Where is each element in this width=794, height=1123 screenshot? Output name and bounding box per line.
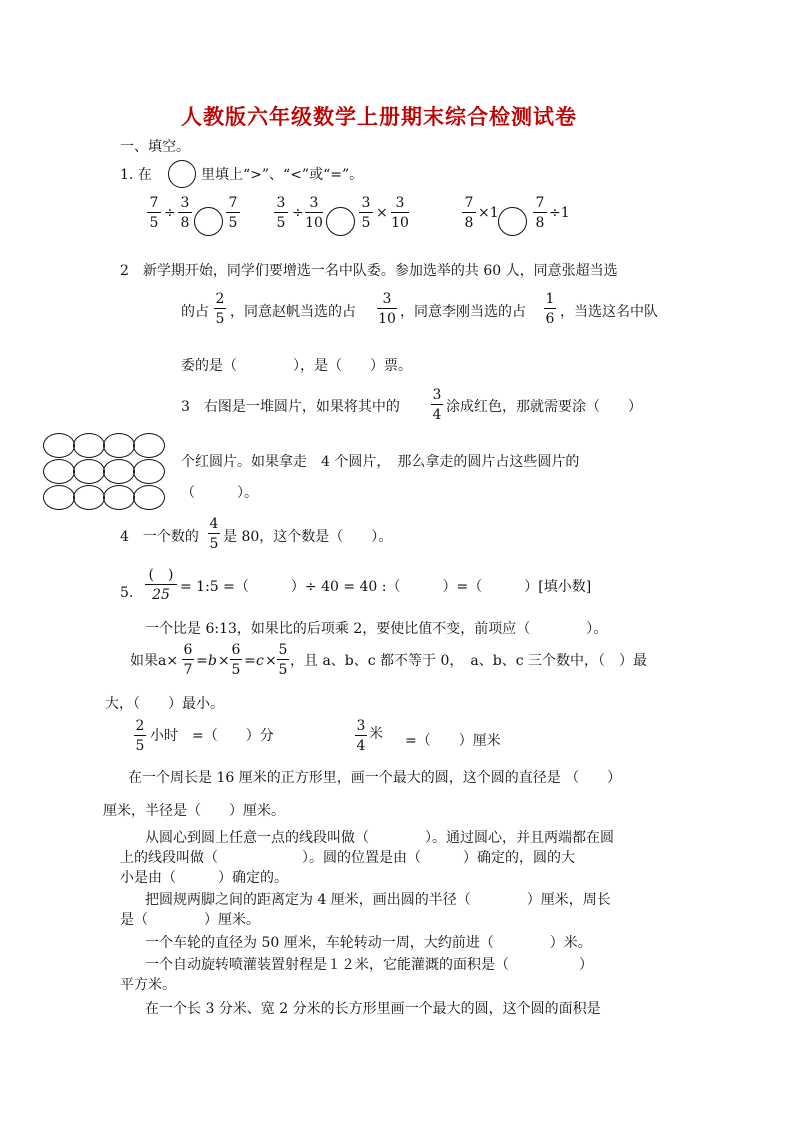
q7-text: = — [196, 653, 208, 669]
q2-line1: 2 新学期开始，同学们要增选一名中队委。参加选举的共 60 人，同意张超当选 — [120, 263, 618, 279]
operator: ×1 — [478, 205, 499, 221]
disc — [73, 433, 105, 458]
disc — [103, 485, 135, 510]
q11-line1: 把圆规两脚之间的距离定为 4 厘米，画出圆的半径（ ）厘米，周长 — [145, 892, 611, 908]
fraction: ( ) 25 — [145, 568, 177, 602]
q2-text: ，当选这名中队 — [560, 304, 658, 320]
disc — [73, 485, 105, 510]
q10-line1: 从圆心到圆上任意一点的线段叫做（ ）。通过圆心，并且两端都在圆 — [145, 830, 614, 846]
answer-circle[interactable] — [498, 207, 527, 236]
fraction: $\frac{3}{5}$ — [274, 196, 288, 230]
disc — [133, 459, 165, 484]
q13-line2: 平方米。 — [120, 977, 176, 993]
q8-text: =（ ）厘米 — [405, 733, 501, 749]
q4-text: 4 一个数的 — [120, 529, 199, 545]
q8-text: 小时 =（ ）分 — [150, 728, 274, 744]
disc — [43, 459, 75, 484]
operator: ÷ — [292, 205, 304, 221]
operator: ÷1 — [549, 205, 570, 221]
disc — [103, 459, 135, 484]
disc — [133, 433, 165, 458]
fraction: $\frac{3}{4}$ — [432, 387, 442, 423]
q9-line2: 厘米，半径是（ ）厘米。 — [103, 803, 285, 819]
fraction: $\frac{2}{5}$ — [215, 291, 225, 327]
fraction: $\frac{3}{5}$ — [359, 196, 373, 230]
q14-text: 在一个长 3 分米、宽 2 分米的长方形里画一个最大的圆，这个圆的面积是 — [145, 1001, 601, 1017]
q3-line2: 个红圆片。如果拿走 4 个圆片， 那么拿走的圆片占这些圆片的 — [181, 454, 580, 470]
variable-b: b — [208, 653, 217, 669]
answer-circle-sample — [168, 160, 196, 188]
q9-line1: 在一个周长是 16 厘米的正方形里，画一个最大的圆，这个圆的直径是 （ ） — [128, 770, 622, 786]
fraction: $\frac{7}{5}$ — [147, 196, 161, 230]
q1-prefix: 1. 在 — [120, 167, 152, 183]
q2-text: 的占 — [181, 304, 209, 320]
disc — [73, 459, 105, 484]
fraction: $\frac{5}{5}$ — [278, 642, 288, 678]
q7-text: 如果a× — [130, 653, 179, 669]
fraction: $\frac{7}{8}$ — [462, 196, 476, 230]
q2-text: ，同意李刚当选的占 — [400, 304, 526, 320]
q5-number: 5. — [120, 585, 134, 601]
fraction: $\frac{3}{4}$ — [356, 718, 366, 754]
q7-text: × — [265, 653, 277, 669]
q2-line3: 委的是（ ），是（ ）票。 — [181, 358, 412, 374]
variable-c: c — [256, 653, 264, 669]
q7-line2: 大，（ ）最小。 — [105, 696, 224, 712]
fraction: $\frac{6}{5}$ — [231, 642, 241, 678]
fraction: $\frac{1}{6}$ — [545, 291, 555, 327]
q13-line1: 一个自动旋转喷灌装置射程是１２米，它能灌溉的面积是（ ） — [145, 957, 593, 973]
fraction: $\frac{2}{5}$ — [135, 718, 145, 754]
disc — [133, 485, 165, 510]
q3-text: 涂成红色，那就需要涂（ ） — [446, 399, 642, 415]
answer-circle[interactable] — [326, 207, 355, 236]
section-heading: 一、填空。 — [120, 139, 190, 155]
q3-line3: （ ）。 — [181, 485, 258, 501]
fraction: $\frac{3}{8}$ — [178, 196, 192, 230]
fraction: $\frac{3}{10}$ — [305, 195, 323, 231]
q10-line3: 小是由（ ）确定的。 — [120, 870, 288, 886]
fraction: $\frac{6}{7}$ — [183, 642, 193, 678]
q7-text: ，且 a、b、c 都不等于 0， a、b、c 三个数中，（ ）最 — [290, 653, 648, 669]
q5-text: = 1:5 =（ ）÷ 40 = 40 :（ ）=（ ）[填小数] — [180, 579, 592, 595]
disc — [103, 433, 135, 458]
q3-text: 3 右图是一堆圆片，如果将其中的 — [181, 399, 400, 415]
fraction: $\frac{3}{10}$ — [391, 195, 409, 231]
disc — [43, 433, 75, 458]
q4-text: 是 80，这个数是（ ）。 — [223, 529, 393, 545]
q2-text: ，同意赵帆当选的占 — [230, 304, 356, 320]
q7-text: × — [218, 653, 230, 669]
page-title: 人教版六年级数学上册期末综合检测试卷 — [181, 104, 577, 129]
q7-text: = — [244, 653, 256, 669]
q10-line2: 上的线段叫做（ ）。圆的位置是由（ ）确定的，圆的大 — [120, 850, 575, 866]
fraction: $\frac{4}{5}$ — [209, 516, 219, 552]
disc — [43, 485, 75, 510]
q6-text: 一个比是 6:13，如果比的后项乘 2，要使比值不变，前项应（ ）。 — [145, 621, 608, 637]
fraction: $\frac{7}{8}$ — [533, 196, 547, 230]
fraction: $\frac{7}{5}$ — [226, 196, 240, 230]
operator: ÷ — [164, 205, 176, 221]
answer-circle[interactable] — [194, 207, 223, 236]
q8-text: 米 — [369, 726, 383, 742]
q11-line2: 是（ ）厘米。 — [120, 912, 260, 928]
operator: × — [376, 205, 388, 221]
q12-text: 一个车轮的直径为 50 厘米，车轮转动一周，大约前进（ ）米。 — [145, 935, 592, 951]
q1-instruction: 里填上“>”、“<”或“=”。 — [201, 167, 364, 183]
fraction: $\frac{3}{10}$ — [378, 291, 396, 327]
